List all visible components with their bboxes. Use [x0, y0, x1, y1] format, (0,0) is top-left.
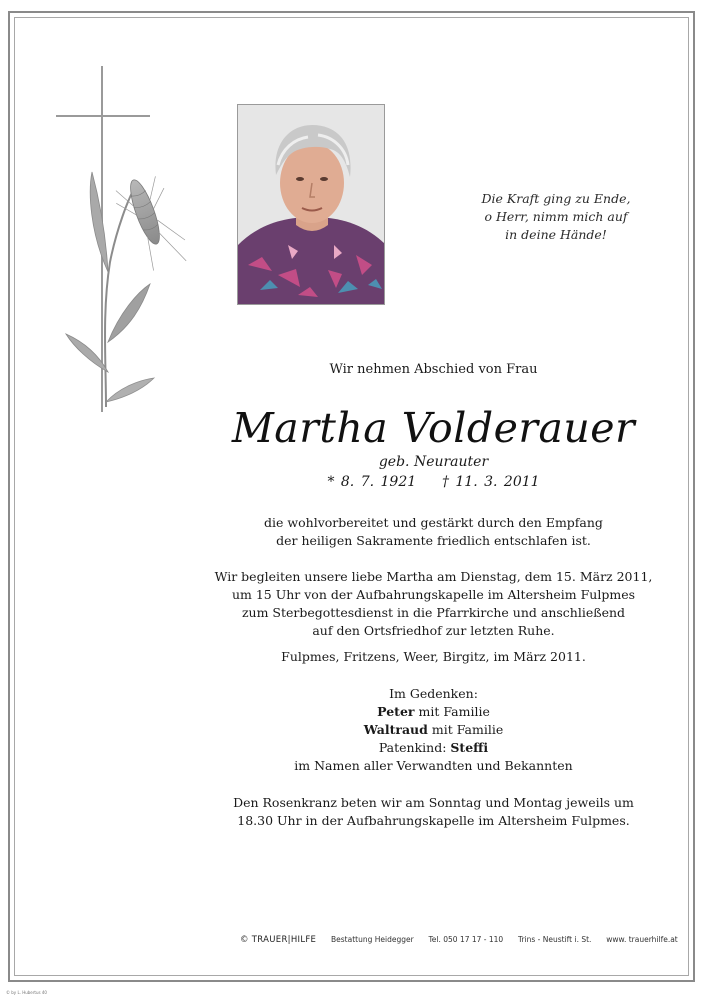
mourner-godchild [200, 739, 667, 757]
portrait-image-icon [238, 105, 385, 305]
copyright-small: © by L. Hubertus 40 [6, 990, 47, 995]
mourner-suffix: mit Familie [414, 704, 490, 719]
mourner-name: Peter [377, 704, 415, 719]
undertaker-phone: Tel. 050 17 17 - 110 [428, 935, 504, 944]
quote-line: in deine Hände! [505, 227, 607, 242]
paragraph-line: um 15 Uhr von der Aufbahrungskapelle im Altersheim Fulpmes [231, 587, 636, 602]
portrait-photo [237, 104, 385, 305]
website-link[interactable]: www. trauerhilfe.at [606, 935, 678, 944]
mourner-name: Steffi [450, 740, 489, 755]
godchild-label: Patenkind: [378, 740, 451, 755]
mourner-waltraud [200, 721, 667, 739]
life-dates [200, 474, 667, 490]
paragraph-line: der heiligen Sakramente friedlich entschlafen ist. [276, 533, 591, 548]
sacrament-paragraph [200, 514, 667, 550]
mourners-closing: im Namen aller Verwandten und Bekannten [294, 758, 573, 773]
mourner-suffix: mit Familie [427, 722, 504, 737]
funeral-paragraph [200, 568, 667, 640]
paragraph-line: zum Sterbegottesdienst in die Pfarrkirche und anschließend [241, 605, 626, 620]
cross-wheat-icon [50, 62, 200, 422]
birth-date: * 8. 7. 1921 [327, 474, 417, 490]
quote-line: Die Kraft ging zu Ende, [481, 191, 631, 206]
death-date: † 11. 3. 2011 [441, 474, 540, 490]
birth-name: geb. Neurauter [378, 454, 489, 470]
undertaker-location: Trins - Neustift i. St. [517, 935, 592, 944]
paragraph-line: auf den Ortsfriedhof zur letzten Ruhe. [312, 623, 555, 638]
intro-text: Wir nehmen Abschied von Frau [329, 362, 538, 377]
mourners-block [200, 685, 667, 775]
footer [240, 935, 678, 945]
quote-line: o Herr, nimm mich auf [484, 209, 628, 224]
quote [440, 190, 672, 244]
deceased-name: Martha Volderauer [231, 404, 636, 452]
undertaker-name: Bestattung Heidegger [331, 935, 414, 944]
rosary-paragraph [200, 794, 667, 830]
paragraph-line: Den Rosenkranz beten wir am Sonntag und Montag jeweils um [233, 795, 634, 810]
trauerhilfe-logo: © TRAUER|HILFE [240, 935, 317, 945]
paragraph-line: Wir begleiten unsere liebe Martha am Dienstag, dem 15. März 2011, [214, 569, 653, 584]
mourners-heading: Im Gedenken: [389, 686, 478, 701]
mourner-peter [200, 703, 667, 721]
paragraph-line: 18.30 Uhr in der Aufbahrungskapelle im Altersheim Fulpmes. [237, 813, 630, 828]
mourner-name: Waltraud [363, 722, 428, 737]
place-date: Fulpmes, Fritzens, Weer, Birgitz, im März 2011. [281, 649, 586, 664]
paragraph-line: die wohlvorbereitet und gestärkt durch den Empfang [264, 515, 603, 530]
